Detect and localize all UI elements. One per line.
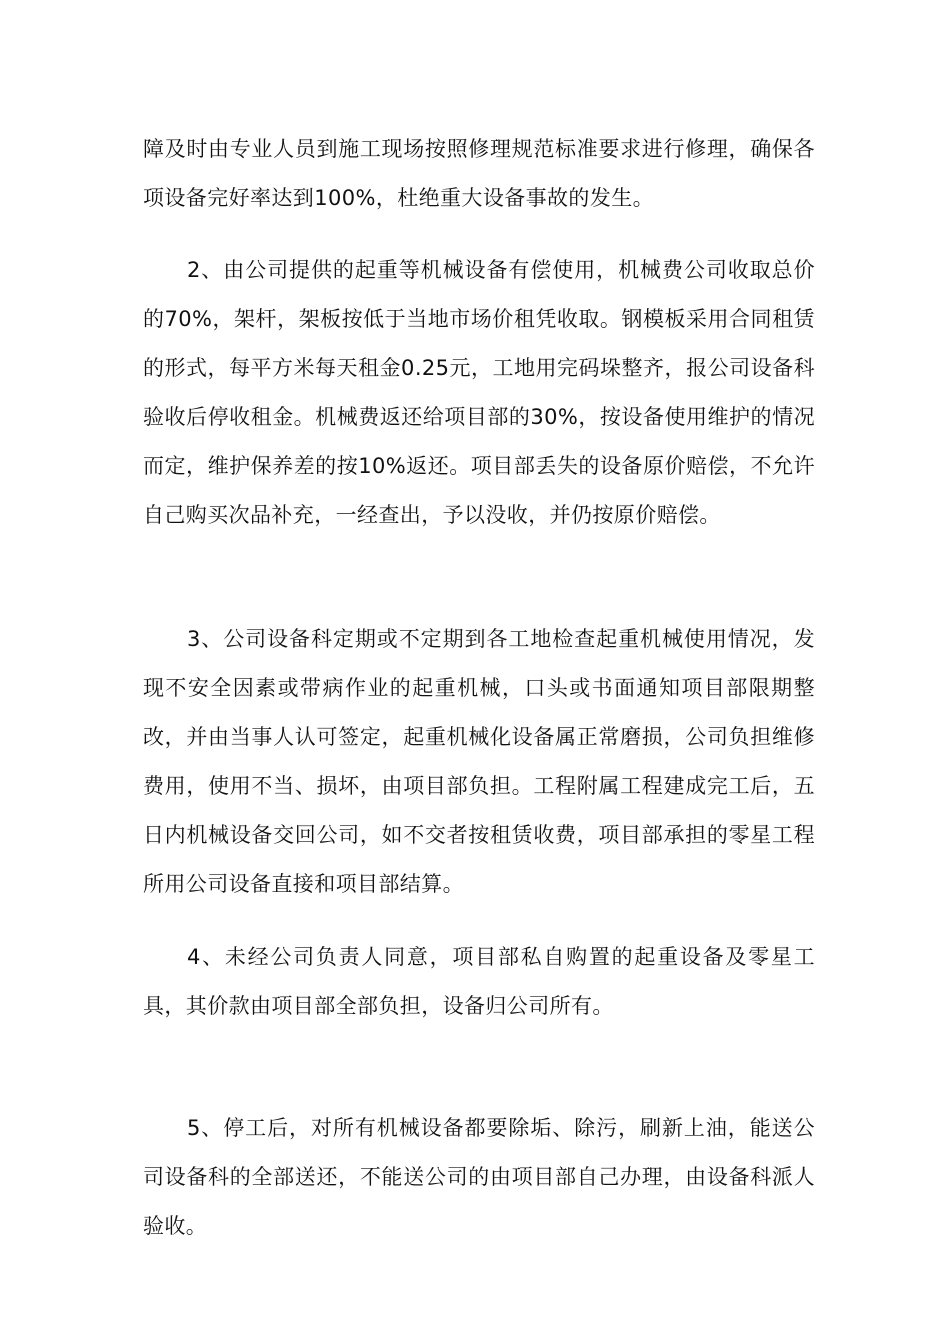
- paragraph-item-4: 4、未经公司负责人同意，项目部私自购置的起重设备及零星工具，其价款由项目部全部负担，设备归公司所有。: [143, 945, 815, 1018]
- paragraph-item-2: 2、由公司提供的起重等机械设备有偿使用，机械费公司收取总价的70%，架杆，架板按低于当地市场价租凭收取。钢模板采用合同租赁的形式，每平方米每天租金0.25元，工地用完码垛整齐，报公司设备科验收后停收租金。机械费返还给项目部的30%，按设备使用维护的情况而定，维护保养差的按10%返还。项目部丢失的设备原价赔偿，不允许自己购买次品补充，一经查出，予以没收，并仍按原价赔偿。: [143, 258, 815, 527]
- paragraph-item-5: 5、停工后，对所有机械设备都要除垢、除污，刷新上油，能送公司设备科的全部送还，不能送公司的由项目部自己办理，由设备科派人验收。: [143, 1116, 815, 1238]
- paragraph-continuation: 障及时由专业人员到施工现场按照修理规范标准要求进行修理，确保各项设备完好率达到100%，杜绝重大设备事故的发生。: [143, 137, 815, 210]
- paragraph-item-3: 3、公司设备科定期或不定期到各工地检查起重机械使用情况，发现不安全因素或带病作业的起重机械，口头或书面通知项目部限期整改，并由当事人认可签定，起重机械化设备属正常磨损，公司负担维修费用，使用不当、损坏，由项目部负担。工程附属工程建成完工后，五日内机械设备交回公司，如不交者按租赁收费，项目部承担的零星工程所用公司设备直接和项目部结算。: [143, 627, 815, 896]
